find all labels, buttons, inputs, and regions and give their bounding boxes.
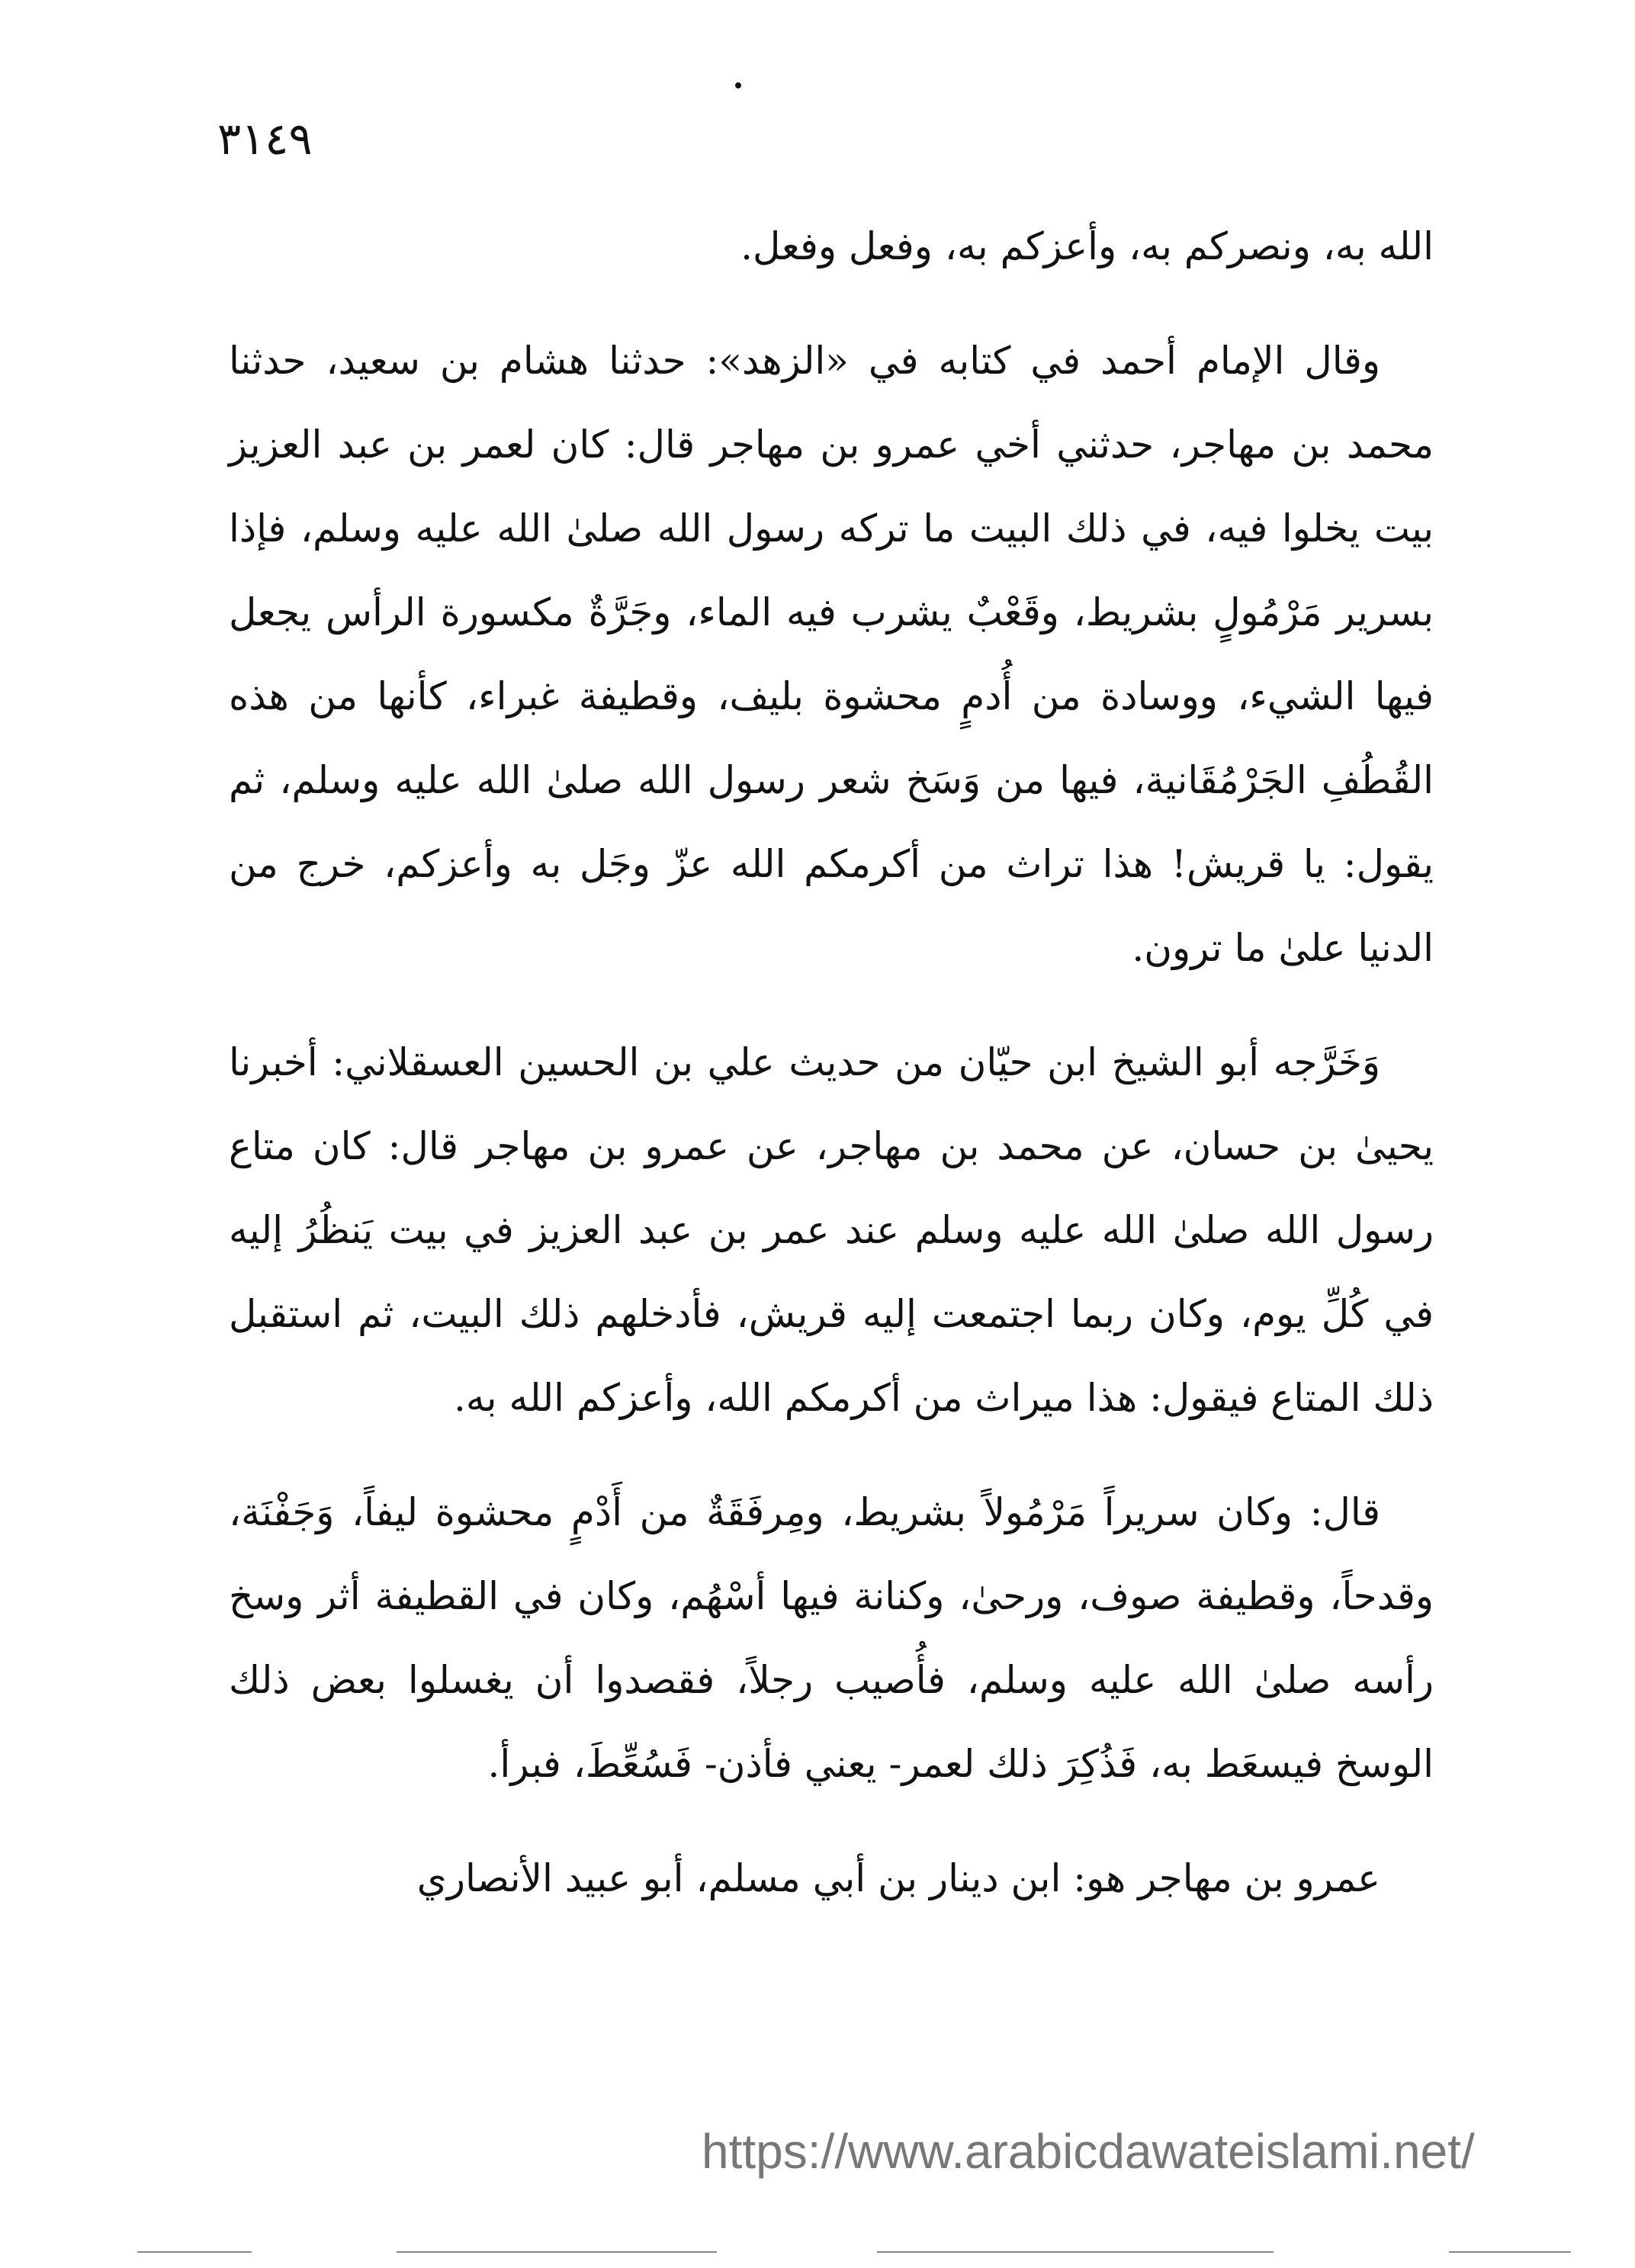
footer-rule	[1449, 2251, 1571, 2253]
footer-rule	[397, 2251, 717, 2253]
page-dot	[735, 82, 741, 88]
footer-rule	[877, 2251, 1274, 2253]
paragraph-2: وقال الإمام أحمد في كتابه في «الزهد»: حدثنا هشام بن سعيد، حدثنا محمد بن مهاجر، حدثني أخي عمرو بن مهاجر قال: كان لعمر بن عبد العزيز بيت يخلوا فيه، في ذلك البيت ما تركه رسول الله صلىٰ الله عليه وسلم، فإذا بسرير مَرْمُولٍ بشريط، وقَعْبٌ يشرب فيه الماء، وجَرَّةٌ مكسورة الرأس يجعل فيها الشيء، ووسادة من أُدمٍ محشوة بليف، وقطيفة غبراء، كأنها من هذه القُطُفِ الجَرْمُقَانية، فيها من وَسَخ شعر رسول الله صلىٰ الله عليه وسلم، ثم يقول: يا قريش! هذا تراث من أكرمكم الله عزّ وجَل به وأعزكم، خرج من الدنيا علىٰ ما ترون.	[229, 339, 1434, 970]
page-number: ٣١٤٩	[217, 113, 313, 165]
footer-rule	[137, 2251, 252, 2253]
watermark-url: https://www.arabicdawateislami.net/	[702, 2124, 1475, 2179]
paragraph-5: عمرو بن مهاجر هو: ابن دينار بن أبي مسلم، أبو عبيد الأنصاري	[416, 1856, 1380, 1900]
page-body	[229, 204, 1434, 1951]
paragraph-4: قال: وكان سريراً مَرْمُولاً بشريط، ومِرفَقَةٌ من أَدْمٍ محشوة ليفاً، وَجَفْنَة، وقدحاً، وقطيفة صوف، ورحىٰ، وكنانة فيها أسْهُم، وكان في القطيفة أثر وسخ رأسه صلىٰ الله عليه وسلم، فأُصيب رجلاً، فقصدوا أن يغسلوا بعض ذلك الوسخ فيسعَط به، فَذُكِرَ ذلك لعمر- يعني فأذن- فَسُعِّطَ، فبرأ.	[229, 1490, 1434, 1786]
paragraph-3: وَخَرَّجه أبو الشيخ ابن حيّان من حديث علي بن الحسين العسقلاني: أخبرنا يحيىٰ بن حسان، عن محمد بن مهاجر، عن عمرو بن مهاجر قال: كان متاع رسول الله صلىٰ الله عليه وسلم عند عمر بن عبد العزيز في بيت يَنظُرُ إليه في كُلِّ يوم، وكان ربما اجتمعت إليه قريش، فأدخلهم ذلك البيت، ثم استقبل ذلك المتاع فيقول: هذا ميراث من أكرمكم الله، وأعزكم الله به.	[229, 1040, 1434, 1420]
paragraph-1: الله به، ونصركم به، وأعزكم به، وفعل وفعل.	[740, 224, 1434, 268]
